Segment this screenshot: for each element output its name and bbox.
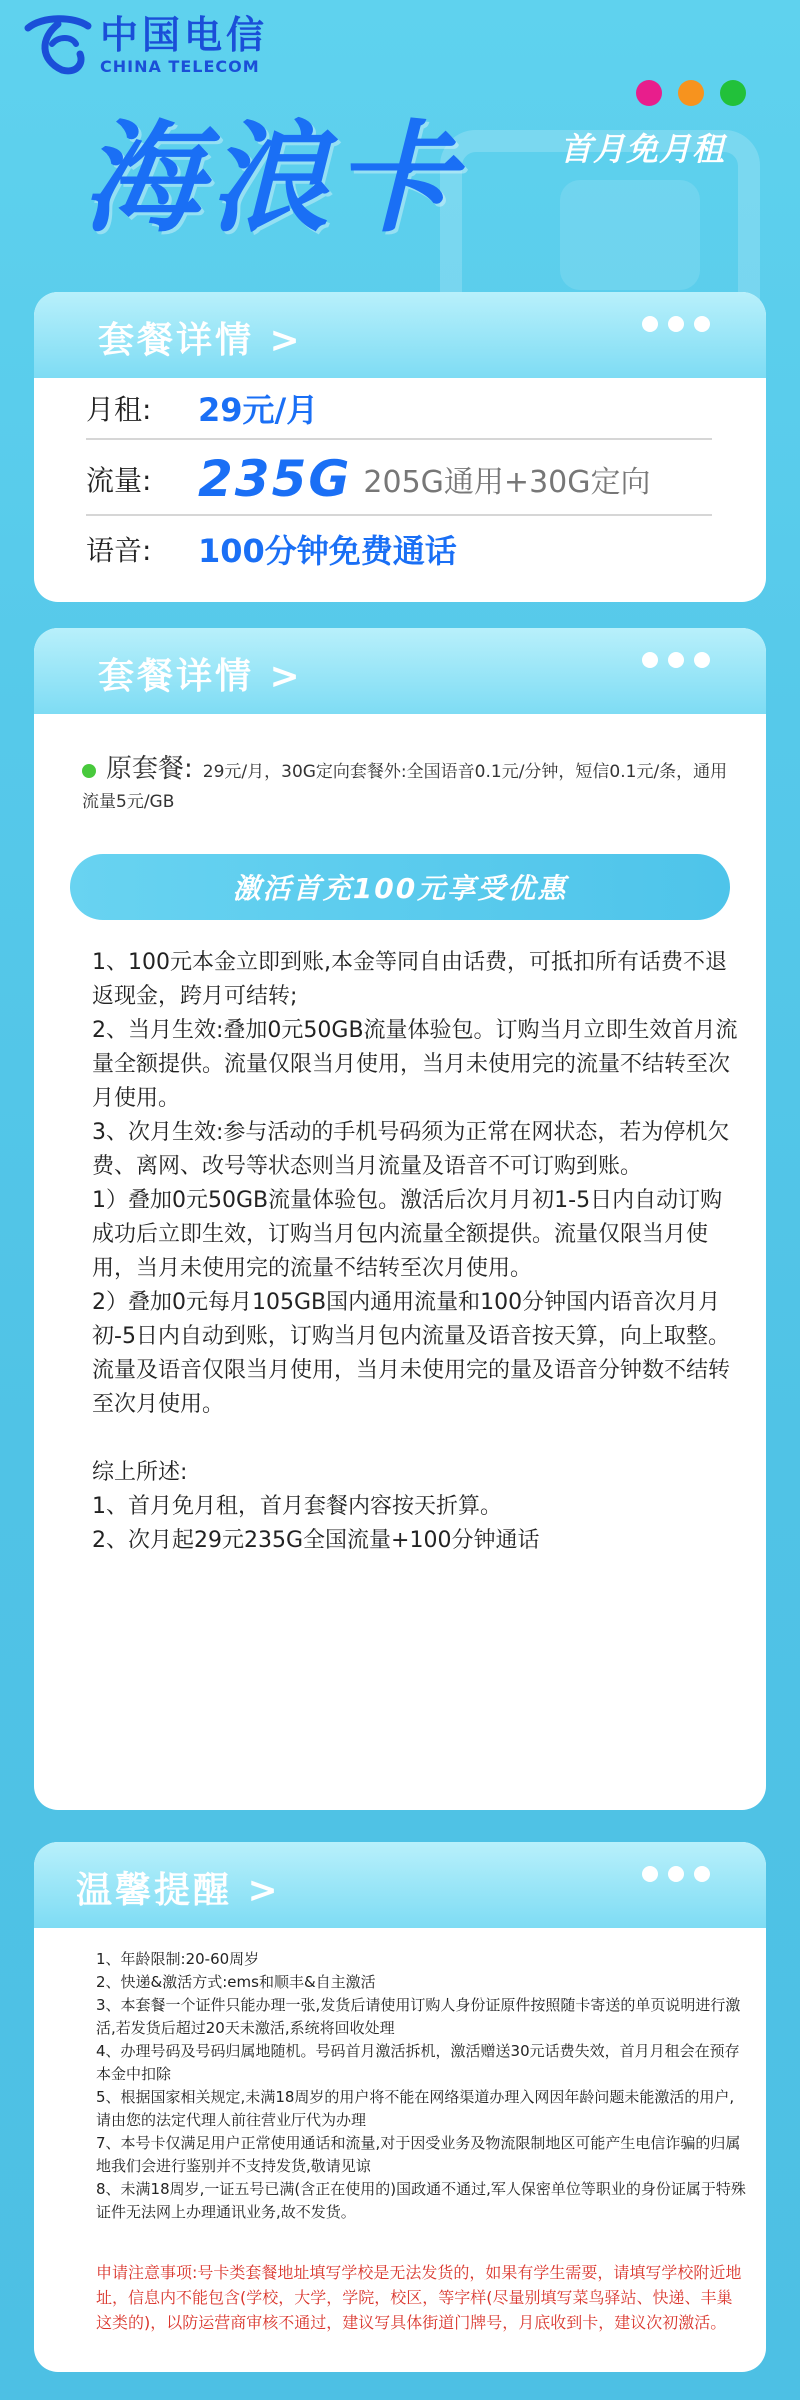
data-row <box>86 444 712 516</box>
sim-chip-decoration <box>560 180 700 290</box>
hero-title: 海浪卡 <box>82 110 460 249</box>
data-value: 235G <box>198 450 352 508</box>
rule-item: 1）叠加0元50GB流量体验包。激活后次月月初1-5日内自动订购成功后立即生效，订购当月包内流量全额提供。流量仅限当月使用，当月未使用完的流量不结转至次月使用。 <box>92 1188 723 1281</box>
pink-dot <box>636 80 662 106</box>
summary-item: 2、次月起29元235G全国流量+100分钟通话 <box>92 1528 540 1553</box>
green-dot <box>720 80 746 106</box>
tip-item: 1、年龄限制:20-60周岁 <box>96 1950 260 1968</box>
package-card-title[interactable]: 套餐详情 > <box>98 320 303 361</box>
window-dots <box>636 80 746 106</box>
tip-item: 8、未满18周岁,一证五号已满(含正在使用的)国政通不通过,军人保密单位等职业的身份证属于特殊证件无法网上办理通讯业务,故不发货。 <box>96 2180 746 2221</box>
summary-title: 综上所述: <box>92 1460 188 1485</box>
original-package-text: 29元/月，30G定向套餐外:全国语音0.1元/分钟，短信0.1元/条，通用流量5元/GB <box>82 762 728 812</box>
promo-text: 首月免月租 <box>560 130 726 168</box>
voice-value: 100分钟免费通话 <box>198 532 457 570</box>
telecom-logo-icon <box>22 8 94 80</box>
more-icon <box>642 1866 710 1882</box>
china-telecom-logo <box>22 8 268 80</box>
tip-item: 4、办理号码及号码归属地随机。号码首月激活拆机，激活赠送30元话费失效，首月月租会在预存本金中扣除 <box>96 2042 740 2083</box>
package-card-header <box>34 292 766 378</box>
voice-label: 语音: <box>86 534 152 567</box>
tip-item: 2、快递&激活方式:ems和顺丰&自主激活 <box>96 1973 376 1991</box>
data-note: 205G通用+30G定向 <box>363 465 651 500</box>
activation-banner <box>70 854 730 920</box>
brand-name-en: CHINA TELECOM <box>100 56 260 76</box>
summary-item: 1、首月免月租，首月套餐内容按天折算。 <box>92 1494 502 1519</box>
tips-card <box>34 1842 766 2372</box>
orange-dot <box>678 80 704 106</box>
details-card-header <box>34 628 766 714</box>
details-card <box>34 628 766 1810</box>
more-icon <box>642 316 710 332</box>
activation-banner-text: 激活首充100元享受优惠 <box>232 872 568 905</box>
green-bullet-icon <box>82 764 96 778</box>
monthly-fee-value: 29元/月 <box>198 391 319 429</box>
tip-item: 3、本套餐一个证件只能办理一张,发货后请使用订购人身份证原件按照随卡寄送的单页说明进行激活,若发货后超过20天未激活,系统将回收处理 <box>96 1996 741 2037</box>
tip-item: 5、根据国家相关规定,未满18周岁的用户将不能在网络渠道办理入网因年龄问题未能激活的用户,请由您的法定代理人前往营业厅代为办理 <box>96 2088 735 2129</box>
voice-row <box>86 518 712 580</box>
application-notice: 申请注意事项:号卡类套餐地址填写学校是无法发货的，如果有学生需要，请填写学校附近地址，信息内不能包含(学校，大学，学院，校区，等字样(尽量别填写菜鸟驿站、快递、丰巢这类的)，以防运营商审核不通过，建议写具体街道门牌号，月底收到卡，建议次初激活。 <box>96 2263 742 2332</box>
data-label: 流量: <box>86 464 152 497</box>
original-package <box>82 754 728 817</box>
activation-rules <box>92 946 738 1558</box>
rule-item: 1、100元本金立即到账,本金等同自由话费，可抵扣所有话费不退返现金，跨月可结转; <box>92 950 727 1009</box>
rule-item: 3、次月生效:参与活动的手机号码须为正常在网状态，若为停机欠费、离网、改号等状态则当月流量及语音不可订购到账。 <box>92 1120 730 1179</box>
monthly-fee-label: 月租: <box>86 393 152 426</box>
package-card <box>34 292 766 602</box>
tips-card-title[interactable]: 温馨提醒 > <box>76 1870 281 1911</box>
tips-card-header <box>34 1842 766 1928</box>
rule-item: 2、当月生效:叠加0元50GB流量体验包。订购当月立即生效首月流量全额提供。流量仅限当月使用，当月未使用完的流量不结转至次月使用。 <box>92 1018 738 1111</box>
more-icon <box>642 652 710 668</box>
tip-item: 7、本号卡仅满足用户正常使用通话和流量,对于因受业务及物流限制地区可能产生电信诈骗的归属地我们会进行鉴别并不支持发货,敬请见谅 <box>96 2134 741 2175</box>
tips-list <box>96 1948 746 2224</box>
monthly-fee-row <box>86 378 712 440</box>
rule-item: 2）叠加0元每月105GB国内通用流量和100分钟国内语音次月月初-5日内自动到账，订购当月包内流量及语音按天算，向上取整。流量及语音仅限当月使用，当月未使用完的量及语音分钟数不结转至次月使用。 <box>92 1290 731 1417</box>
brand-name-cn: 中国电信 <box>100 12 269 57</box>
original-package-label: 原套餐: <box>106 754 193 784</box>
details-card-title[interactable]: 套餐详情 > <box>98 656 303 697</box>
